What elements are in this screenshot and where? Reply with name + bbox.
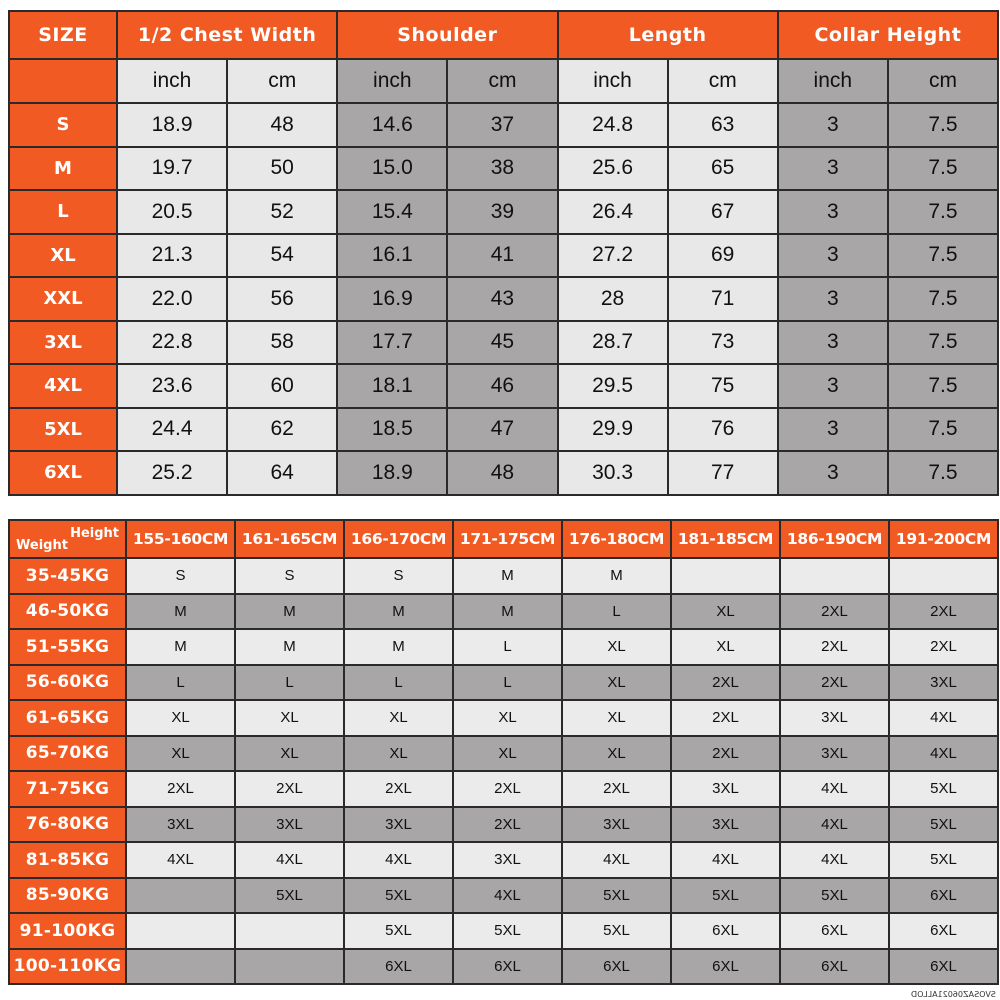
recommended-size-cell: 5XL	[453, 913, 562, 949]
recommended-size-cell: 6XL	[671, 913, 780, 949]
size-value-cell: 37	[447, 103, 557, 147]
size-value-cell: 17.7	[337, 321, 447, 365]
height-header: 191-200CM	[889, 520, 998, 558]
weight-axis-label: Weight	[16, 538, 68, 553]
weight-row	[9, 629, 998, 665]
recommended-size-cell: 3XL	[889, 665, 998, 701]
size-value-cell: 21.3	[117, 234, 227, 278]
size-label: 4XL	[9, 364, 117, 408]
recommended-size-cell: M	[562, 558, 671, 594]
size-value-cell: 7.5	[888, 321, 998, 365]
recommended-size-cell: 6XL	[453, 949, 562, 985]
size-value-cell: 16.9	[337, 277, 447, 321]
size-value-cell: 3	[778, 234, 888, 278]
recommended-size-cell	[780, 558, 889, 594]
recommended-size-cell: 5XL	[889, 807, 998, 843]
recommended-size-cell: XL	[344, 736, 453, 772]
size-value-cell: 62	[227, 408, 337, 452]
recommended-size-cell: XL	[126, 736, 235, 772]
size-label: XL	[9, 234, 117, 278]
size-value-cell: 54	[227, 234, 337, 278]
size-value-cell: 22.8	[117, 321, 227, 365]
recommended-size-cell: L	[126, 665, 235, 701]
unit-header: inch	[778, 59, 888, 103]
unit-header: inch	[337, 59, 447, 103]
size-value-cell: 3	[778, 451, 888, 495]
weight-label: 51-55KG	[9, 629, 126, 665]
size-value-cell: 7.5	[888, 408, 998, 452]
recommended-size-cell: M	[235, 629, 344, 665]
size-value-cell: 3	[778, 408, 888, 452]
recommended-size-cell: 5XL	[344, 878, 453, 914]
recommended-size-cell: 5XL	[889, 771, 998, 807]
weight-label: 46-50KG	[9, 594, 126, 630]
unit-header: cm	[227, 59, 337, 103]
recommended-size-cell: 2XL	[889, 594, 998, 630]
size-value-cell: 29.5	[558, 364, 668, 408]
recommended-size-cell: XL	[562, 629, 671, 665]
weight-label: 61-65KG	[9, 700, 126, 736]
weight-label: 100-110KG	[9, 949, 126, 985]
height-axis-label: Height	[70, 526, 119, 541]
recommended-size-cell: 5XL	[889, 842, 998, 878]
fit-corner-cell	[9, 520, 126, 558]
recommended-size-cell: 3XL	[235, 807, 344, 843]
recommended-size-cell: 4XL	[671, 842, 780, 878]
weight-row	[9, 949, 998, 985]
size-row	[9, 103, 998, 147]
size-value-cell: 15.0	[337, 147, 447, 191]
weight-row	[9, 771, 998, 807]
recommended-size-cell: 5XL	[780, 878, 889, 914]
size-value-cell: 3	[778, 147, 888, 191]
recommended-size-cell: M	[344, 594, 453, 630]
size-row	[9, 277, 998, 321]
size-value-cell: 20.5	[117, 190, 227, 234]
size-value-cell: 18.1	[337, 364, 447, 408]
size-value-cell: 23.6	[117, 364, 227, 408]
recommended-size-cell: 2XL	[780, 594, 889, 630]
size-value-cell: 48	[447, 451, 557, 495]
recommended-size-cell	[671, 558, 780, 594]
recommended-size-cell: 4XL	[780, 807, 889, 843]
weight-row	[9, 700, 998, 736]
recommended-size-cell: 2XL	[671, 665, 780, 701]
size-value-cell: 75	[668, 364, 778, 408]
size-row	[9, 321, 998, 365]
size-label: 5XL	[9, 408, 117, 452]
recommended-size-cell: 2XL	[453, 807, 562, 843]
weight-label: 91-100KG	[9, 913, 126, 949]
recommended-size-cell: 2XL	[453, 771, 562, 807]
size-value-cell: 25.2	[117, 451, 227, 495]
weight-row	[9, 807, 998, 843]
size-label: S	[9, 103, 117, 147]
size-value-cell: 3	[778, 190, 888, 234]
height-header: 166-170CM	[344, 520, 453, 558]
size-value-cell: 7.5	[888, 190, 998, 234]
size-value-cell: 18.9	[117, 103, 227, 147]
recommended-size-cell: XL	[562, 736, 671, 772]
recommended-size-cell: 4XL	[889, 700, 998, 736]
size-value-cell: 67	[668, 190, 778, 234]
size-chart-header-row	[9, 11, 998, 59]
recommended-size-cell	[235, 913, 344, 949]
size-row	[9, 147, 998, 191]
size-value-cell: 14.6	[337, 103, 447, 147]
recommended-size-cell: XL	[344, 700, 453, 736]
recommended-size-cell: 2XL	[344, 771, 453, 807]
recommended-size-cell: 4XL	[889, 736, 998, 772]
recommended-size-cell: M	[126, 629, 235, 665]
recommended-size-cell: 6XL	[671, 949, 780, 985]
recommended-size-cell: XL	[235, 736, 344, 772]
size-value-cell: 28.7	[558, 321, 668, 365]
size-value-cell: 71	[668, 277, 778, 321]
height-header: 171-175CM	[453, 520, 562, 558]
recommended-size-cell: S	[235, 558, 344, 594]
weight-label: 85-90KG	[9, 878, 126, 914]
recommended-size-cell: 3XL	[344, 807, 453, 843]
recommended-size-cell	[126, 878, 235, 914]
recommended-size-cell: 3XL	[126, 807, 235, 843]
size-value-cell: 39	[447, 190, 557, 234]
recommended-size-cell: 3XL	[562, 807, 671, 843]
weight-row	[9, 913, 998, 949]
recommended-size-cell: 6XL	[780, 913, 889, 949]
size-value-cell: 3	[778, 103, 888, 147]
recommended-size-cell: 2XL	[671, 736, 780, 772]
size-value-cell: 77	[668, 451, 778, 495]
recommended-size-cell: 5XL	[671, 878, 780, 914]
size-value-cell: 29.9	[558, 408, 668, 452]
size-label: 3XL	[9, 321, 117, 365]
unit-header: inch	[117, 59, 227, 103]
unit-header: cm	[668, 59, 778, 103]
recommended-size-cell: M	[235, 594, 344, 630]
recommended-size-cell: 5XL	[235, 878, 344, 914]
size-row	[9, 190, 998, 234]
size-value-cell: 63	[668, 103, 778, 147]
size-value-cell: 3	[778, 321, 888, 365]
group-header-shoulder: Shoulder	[337, 11, 557, 59]
size-value-cell: 76	[668, 408, 778, 452]
recommended-size-cell: 5XL	[344, 913, 453, 949]
recommended-size-cell: XL	[671, 594, 780, 630]
recommended-size-cell: XL	[126, 700, 235, 736]
recommended-size-cell	[235, 949, 344, 985]
size-value-cell: 28	[558, 277, 668, 321]
size-value-cell: 7.5	[888, 364, 998, 408]
recommended-size-cell: 5XL	[562, 878, 671, 914]
recommended-size-cell: 2XL	[889, 629, 998, 665]
recommended-size-cell: 4XL	[780, 771, 889, 807]
size-value-cell: 47	[447, 408, 557, 452]
size-value-cell: 43	[447, 277, 557, 321]
size-chart-units-row	[9, 59, 998, 103]
size-row	[9, 364, 998, 408]
size-value-cell: 3	[778, 277, 888, 321]
size-value-cell: 19.7	[117, 147, 227, 191]
size-value-cell: 25.6	[558, 147, 668, 191]
recommended-size-cell: L	[453, 665, 562, 701]
recommended-size-cell: 2XL	[671, 700, 780, 736]
recommended-size-cell: 6XL	[344, 949, 453, 985]
recommended-size-cell: XL	[671, 629, 780, 665]
size-value-cell: 56	[227, 277, 337, 321]
height-header: 181-185CM	[671, 520, 780, 558]
recommended-size-cell: 4XL	[780, 842, 889, 878]
size-value-cell: 41	[447, 234, 557, 278]
size-value-cell: 48	[227, 103, 337, 147]
size-value-cell: 60	[227, 364, 337, 408]
height-header: 161-165CM	[235, 520, 344, 558]
height-header: 186-190CM	[780, 520, 889, 558]
size-value-cell: 7.5	[888, 234, 998, 278]
size-value-cell: 7.5	[888, 277, 998, 321]
recommended-size-cell: M	[126, 594, 235, 630]
size-value-cell: 65	[668, 147, 778, 191]
size-value-cell: 58	[227, 321, 337, 365]
weight-label: 35-45KG	[9, 558, 126, 594]
recommended-size-cell: L	[344, 665, 453, 701]
size-value-cell: 3	[778, 364, 888, 408]
recommended-size-cell: 2XL	[562, 771, 671, 807]
size-corner-label: SIZE	[9, 11, 117, 59]
recommended-size-cell: 3XL	[780, 736, 889, 772]
recommended-size-cell: 2XL	[235, 771, 344, 807]
recommended-size-cell: M	[453, 594, 562, 630]
weight-row	[9, 878, 998, 914]
weight-row	[9, 842, 998, 878]
size-value-cell: 46	[447, 364, 557, 408]
recommended-size-cell: 6XL	[780, 949, 889, 985]
fit-chart-table	[8, 519, 999, 985]
size-value-cell: 18.9	[337, 451, 447, 495]
watermark-text: SVOSAZ06021ALLOD	[911, 990, 996, 999]
size-value-cell: 15.4	[337, 190, 447, 234]
weight-row	[9, 736, 998, 772]
recommended-size-cell: 4XL	[562, 842, 671, 878]
recommended-size-cell	[889, 558, 998, 594]
size-value-cell: 50	[227, 147, 337, 191]
group-header-length: Length	[558, 11, 778, 59]
recommended-size-cell: 4XL	[344, 842, 453, 878]
recommended-size-cell: 6XL	[889, 913, 998, 949]
recommended-size-cell: XL	[235, 700, 344, 736]
size-value-cell: 7.5	[888, 103, 998, 147]
size-label: L	[9, 190, 117, 234]
group-header-chest: 1/2 Chest Width	[117, 11, 337, 59]
size-value-cell: 73	[668, 321, 778, 365]
weight-row	[9, 594, 998, 630]
size-chart-body	[9, 103, 998, 495]
recommended-size-cell: 2XL	[780, 665, 889, 701]
weight-label: 81-85KG	[9, 842, 126, 878]
recommended-size-cell: 2XL	[780, 629, 889, 665]
units-corner	[9, 59, 117, 103]
size-value-cell: 52	[227, 190, 337, 234]
recommended-size-cell: 4XL	[453, 878, 562, 914]
size-value-cell: 30.3	[558, 451, 668, 495]
recommended-size-cell: M	[453, 558, 562, 594]
size-value-cell: 64	[227, 451, 337, 495]
size-row	[9, 451, 998, 495]
recommended-size-cell: 6XL	[889, 878, 998, 914]
size-value-cell: 7.5	[888, 147, 998, 191]
recommended-size-cell: XL	[453, 700, 562, 736]
recommended-size-cell: 3XL	[780, 700, 889, 736]
height-header: 155-160CM	[126, 520, 235, 558]
size-label: M	[9, 147, 117, 191]
recommended-size-cell: L	[235, 665, 344, 701]
recommended-size-cell: S	[344, 558, 453, 594]
unit-header: inch	[558, 59, 668, 103]
recommended-size-cell: L	[453, 629, 562, 665]
size-value-cell: 24.4	[117, 408, 227, 452]
recommended-size-cell: M	[344, 629, 453, 665]
unit-header: cm	[447, 59, 557, 103]
size-value-cell: 24.8	[558, 103, 668, 147]
recommended-size-cell: XL	[453, 736, 562, 772]
size-chart-table	[8, 10, 999, 496]
size-value-cell: 69	[668, 234, 778, 278]
unit-header: cm	[888, 59, 998, 103]
size-row	[9, 234, 998, 278]
size-value-cell: 18.5	[337, 408, 447, 452]
size-label: XXL	[9, 277, 117, 321]
recommended-size-cell: 3XL	[453, 842, 562, 878]
recommended-size-cell	[126, 913, 235, 949]
size-row	[9, 408, 998, 452]
recommended-size-cell: S	[126, 558, 235, 594]
recommended-size-cell: 3XL	[671, 807, 780, 843]
weight-row	[9, 665, 998, 701]
group-header-collar: Collar Height	[778, 11, 998, 59]
fit-chart-body	[9, 558, 998, 984]
recommended-size-cell: 5XL	[562, 913, 671, 949]
recommended-size-cell: 2XL	[126, 771, 235, 807]
weight-label: 65-70KG	[9, 736, 126, 772]
weight-label: 76-80KG	[9, 807, 126, 843]
recommended-size-cell: XL	[562, 665, 671, 701]
recommended-size-cell: 6XL	[889, 949, 998, 985]
recommended-size-cell: XL	[562, 700, 671, 736]
size-value-cell: 27.2	[558, 234, 668, 278]
recommended-size-cell: L	[562, 594, 671, 630]
size-value-cell: 26.4	[558, 190, 668, 234]
size-label: 6XL	[9, 451, 117, 495]
recommended-size-cell	[126, 949, 235, 985]
size-value-cell: 22.0	[117, 277, 227, 321]
size-value-cell: 38	[447, 147, 557, 191]
recommended-size-cell: 4XL	[235, 842, 344, 878]
recommended-size-cell: 6XL	[562, 949, 671, 985]
height-header: 176-180CM	[562, 520, 671, 558]
size-value-cell: 16.1	[337, 234, 447, 278]
recommended-size-cell: 4XL	[126, 842, 235, 878]
size-value-cell: 45	[447, 321, 557, 365]
weight-row	[9, 558, 998, 594]
fit-chart-header-row	[9, 520, 998, 558]
size-value-cell: 7.5	[888, 451, 998, 495]
weight-label: 56-60KG	[9, 665, 126, 701]
weight-label: 71-75KG	[9, 771, 126, 807]
recommended-size-cell: 3XL	[671, 771, 780, 807]
